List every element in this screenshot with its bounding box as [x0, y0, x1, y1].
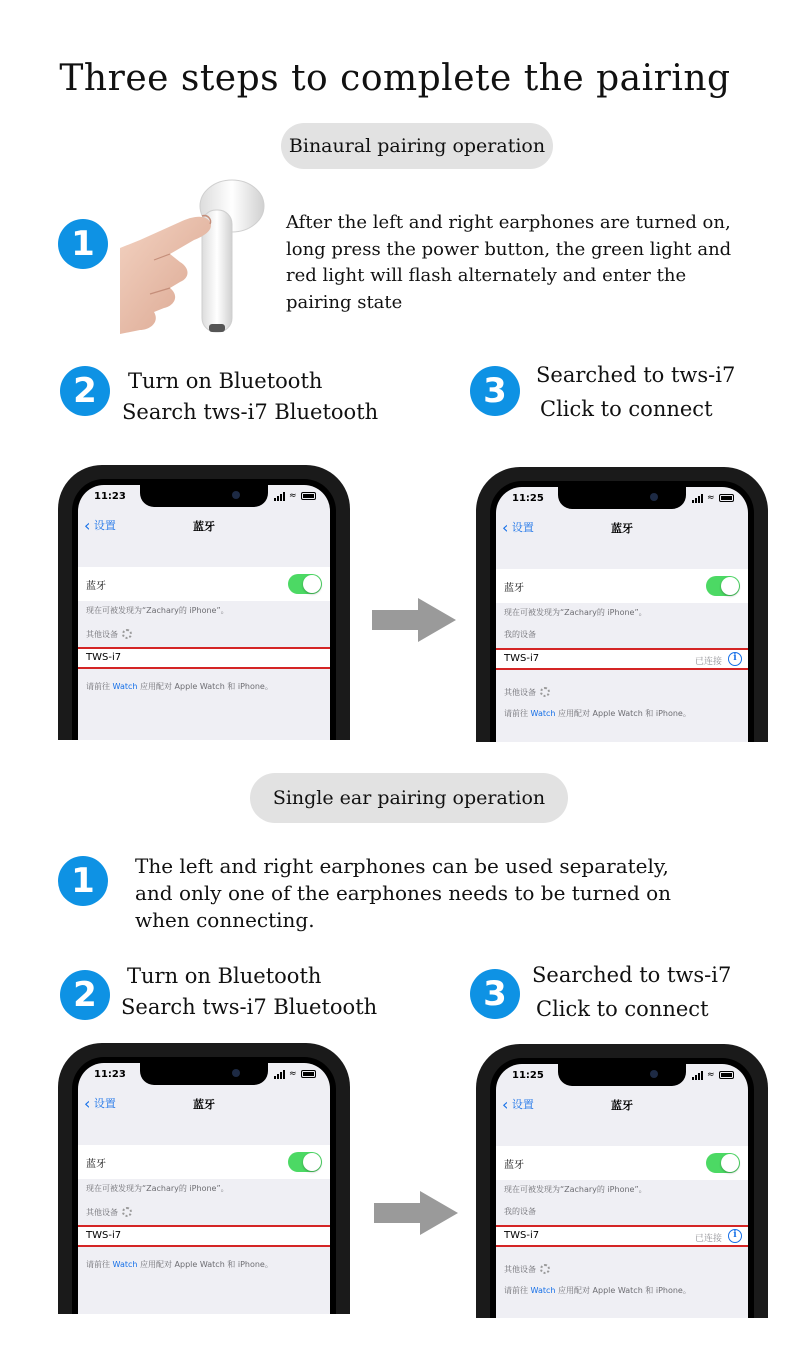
other-devices-header [504, 1264, 550, 1275]
binaural-step1-line: long press the power button, the green light and [286, 238, 732, 260]
other-devices-label: 其他设备 [86, 630, 118, 639]
single-step3-line2: Click to connect [536, 997, 709, 1021]
binaural-step3-line2: Click to connect [540, 397, 713, 421]
loading-spinner-icon [540, 687, 550, 697]
device-row-tws-i7[interactable] [496, 1225, 748, 1247]
binaural-step2-line1: Turn on Bluetooth [128, 369, 323, 393]
bluetooth-toggle[interactable] [288, 574, 322, 594]
device-name: TWS-i7 [504, 1230, 540, 1241]
device-name: TWS-i7 [504, 653, 540, 664]
phone-notch [558, 487, 686, 509]
loading-spinner-icon [540, 1264, 550, 1274]
binaural-step1-line: After the left and right earphones are turned on, [286, 212, 731, 233]
single-ear-pill: Single ear pairing operation [250, 773, 568, 823]
bluetooth-toggle[interactable] [706, 1153, 740, 1173]
step2-badge-icon: 2 [60, 366, 110, 416]
phone-mockup-left [58, 1043, 350, 1314]
info-icon[interactable]: i [728, 652, 742, 666]
single-step2-line2: Search tws-i7 Bluetooth [121, 995, 378, 1019]
nav-bar [78, 1091, 330, 1117]
status-time: 11:25 [512, 1070, 544, 1081]
discoverable-text: 现在可被发现为“Zachary的 iPhone”。 [86, 606, 229, 615]
bluetooth-label: 蓝牙 [504, 583, 524, 594]
step3-badge-icon: 3 [470, 366, 520, 416]
phone-mockup-right [476, 467, 768, 742]
bluetooth-row [78, 567, 330, 601]
nav-bar [78, 513, 330, 539]
other-devices-label: 其他设备 [504, 1265, 536, 1274]
bluetooth-row [496, 1146, 748, 1180]
watch-hint-suffix: 应用配对 Apple Watch 和 iPhone。 [555, 709, 691, 718]
watch-hint [504, 708, 691, 719]
other-devices-label: 其他设备 [504, 688, 536, 697]
watch-link[interactable]: Watch [112, 1260, 138, 1269]
watch-hint [86, 681, 273, 692]
single-step1-line: The left and right earphones can be used separately, [135, 854, 669, 878]
chevron-left-icon: ‹ [502, 518, 509, 537]
bluetooth-label: 蓝牙 [504, 1160, 524, 1171]
single-step1-line: when connecting. [135, 908, 315, 932]
device-row-tws-i7[interactable] [78, 1225, 330, 1247]
info-icon[interactable]: i [728, 1229, 742, 1243]
status-time: 11:25 [512, 493, 544, 504]
back-label: 设置 [93, 1097, 116, 1110]
bluetooth-label: 蓝牙 [86, 1159, 106, 1170]
my-devices-header: 我的设备 [504, 1207, 536, 1216]
device-row-tws-i7[interactable] [78, 647, 330, 669]
right-arrow-icon [374, 1191, 458, 1235]
loading-spinner-icon [122, 629, 132, 639]
watch-hint-prefix: 请前往 [504, 709, 531, 718]
watch-hint-prefix: 请前往 [504, 1286, 531, 1295]
page-title: Three steps to complete the pairing [59, 58, 731, 99]
binaural-pill: Binaural pairing operation [281, 123, 553, 169]
back-label: 设置 [511, 521, 534, 534]
single-step2-line1: Turn on Bluetooth [127, 964, 322, 988]
discoverable-text: 现在可被发现为“Zachary的 iPhone”。 [504, 1185, 647, 1194]
phone-notch [140, 1063, 268, 1085]
single-step3-line1: Searched to tws-i7 [532, 963, 732, 987]
single-step3-text [532, 958, 731, 1026]
nav-title: 蓝牙 [611, 522, 633, 535]
other-devices-header [504, 687, 550, 698]
battery-icon [301, 1070, 316, 1078]
binaural-step1-text [286, 210, 731, 316]
binaural-step1-line: red light will flash alternately and enter the [286, 265, 687, 286]
signal-icon [274, 1063, 286, 1079]
battery-icon [719, 1071, 734, 1079]
bluetooth-row [496, 569, 748, 603]
chevron-left-icon: ‹ [84, 516, 91, 535]
step1-badge-icon: 1 [58, 219, 108, 269]
watch-hint [86, 1259, 273, 1270]
single-step2-text [121, 961, 377, 1023]
signal-icon [274, 485, 286, 501]
binaural-step2-text [122, 366, 378, 428]
loading-spinner-icon [122, 1207, 132, 1217]
other-devices-header [86, 629, 132, 640]
phone-notch [558, 1064, 686, 1086]
phone-mockup-left [58, 465, 350, 740]
my-devices-header: 我的设备 [504, 630, 536, 639]
status-icons [274, 1069, 318, 1079]
finger-pressing-earbud-icon [120, 178, 278, 340]
status-time: 11:23 [94, 1069, 126, 1080]
binaural-step3-text [536, 358, 735, 426]
wifi-icon: ≈ [289, 1069, 297, 1079]
chevron-left-icon: ‹ [84, 1094, 91, 1113]
discoverable-text: 现在可被发现为“Zachary的 iPhone”。 [504, 608, 647, 617]
watch-hint-prefix: 请前往 [86, 1260, 113, 1269]
binaural-step3-line1: Searched to tws-i7 [536, 363, 736, 387]
step3-badge-icon: 3 [470, 969, 520, 1019]
step1-badge-icon: 1 [58, 856, 108, 906]
earbud-photo [120, 178, 278, 340]
status-icons [692, 1070, 736, 1080]
bluetooth-toggle[interactable] [288, 1152, 322, 1172]
battery-icon [301, 492, 316, 500]
watch-link[interactable]: Watch [112, 682, 138, 691]
status-time: 11:23 [94, 491, 126, 502]
nav-title: 蓝牙 [193, 520, 215, 533]
device-name: TWS-i7 [86, 652, 122, 663]
wifi-icon: ≈ [289, 491, 297, 501]
binaural-step2-line2: Search tws-i7 Bluetooth [122, 400, 379, 424]
battery-icon [719, 494, 734, 502]
signal-icon [692, 1064, 704, 1080]
watch-hint [504, 1285, 691, 1296]
other-devices-header [86, 1207, 132, 1218]
chevron-left-icon: ‹ [502, 1095, 509, 1114]
wifi-icon: ≈ [707, 493, 715, 503]
nav-bar [496, 1092, 748, 1118]
device-name: TWS-i7 [86, 1230, 122, 1241]
connected-status: 已连接 [694, 657, 722, 667]
nav-title: 蓝牙 [193, 1098, 215, 1111]
back-label: 设置 [511, 1098, 534, 1111]
bluetooth-label: 蓝牙 [86, 581, 106, 592]
status-icons [274, 491, 318, 501]
single-step1-line: and only one of the earphones needs to be turned on [135, 881, 672, 905]
watch-link[interactable]: Watch [530, 709, 556, 718]
watch-hint-suffix: 应用配对 Apple Watch 和 iPhone。 [137, 682, 273, 691]
step2-badge-icon: 2 [60, 970, 110, 1020]
watch-hint-suffix: 应用配对 Apple Watch 和 iPhone。 [555, 1286, 691, 1295]
device-row-tws-i7[interactable] [496, 648, 748, 670]
discoverable-text: 现在可被发现为“Zachary的 iPhone”。 [86, 1184, 229, 1193]
watch-hint-suffix: 应用配对 Apple Watch 和 iPhone。 [137, 1260, 273, 1269]
other-devices-label: 其他设备 [86, 1208, 118, 1217]
watch-hint-prefix: 请前往 [86, 682, 113, 691]
wifi-icon: ≈ [707, 1070, 715, 1080]
connected-status: 已连接 [694, 1234, 722, 1244]
nav-bar [496, 515, 748, 541]
bluetooth-toggle[interactable] [706, 576, 740, 596]
status-icons [692, 493, 736, 503]
watch-link[interactable]: Watch [530, 1286, 556, 1295]
right-arrow-icon [372, 598, 456, 642]
signal-icon [692, 487, 704, 503]
phone-mockup-right [476, 1044, 768, 1318]
single-step1-text [135, 853, 671, 934]
nav-title: 蓝牙 [611, 1099, 633, 1112]
binaural-step1-line: pairing state [286, 291, 403, 313]
phone-notch [140, 485, 268, 507]
back-label: 设置 [93, 519, 116, 532]
bluetooth-row [78, 1145, 330, 1179]
